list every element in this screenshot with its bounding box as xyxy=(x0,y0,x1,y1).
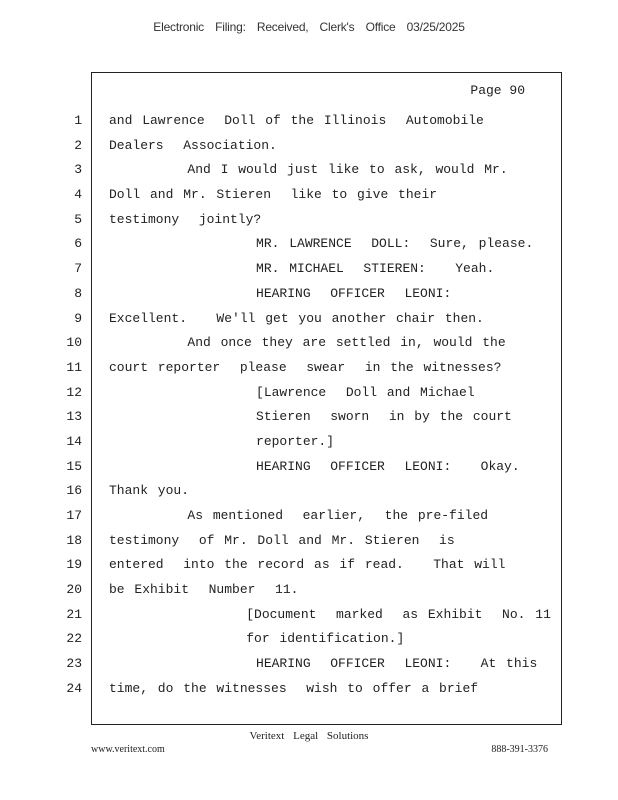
transcript-line xyxy=(0,257,618,282)
transcript-line xyxy=(0,479,618,504)
line-number: 13 xyxy=(66,409,82,425)
transcript-line xyxy=(0,504,618,529)
line-number: 3 xyxy=(74,162,82,178)
transcript-line xyxy=(0,553,618,578)
transcript-line xyxy=(0,282,618,307)
line-number: 20 xyxy=(66,582,82,598)
transcript-line xyxy=(0,627,618,652)
line-text: Thank you. xyxy=(109,483,190,499)
line-text: HEARING OFFICER LEONI: At this xyxy=(109,656,538,672)
transcript-line xyxy=(0,430,618,455)
transcript-lines xyxy=(0,109,618,702)
line-number: 24 xyxy=(66,680,82,696)
line-number: 7 xyxy=(74,261,82,277)
line-text: and Lawrence Doll of the Illinois Automobile xyxy=(109,113,484,128)
line-text: HEARING OFFICER LEONI: Okay. xyxy=(109,458,520,474)
line-text: [Lawrence Doll and Michael xyxy=(109,384,475,400)
line-text: Dealers Association. xyxy=(109,137,277,153)
transcript-line xyxy=(0,208,618,233)
transcript-line xyxy=(0,109,618,134)
transcript-line xyxy=(0,455,618,480)
line-text: Stieren sworn in by the court xyxy=(109,409,512,425)
transcript-line xyxy=(0,183,618,208)
line-number: 11 xyxy=(66,359,82,375)
transcript-line xyxy=(0,529,618,554)
transcript-line xyxy=(0,232,618,257)
line-text: time, do the witnesses wish to offer a brief xyxy=(109,680,479,696)
line-text: And once they are settled in, would the xyxy=(109,335,506,351)
transcript-line xyxy=(0,677,618,702)
line-number: 9 xyxy=(74,310,82,326)
line-number: 12 xyxy=(66,384,82,400)
transcript-line xyxy=(0,356,618,381)
line-text: entered into the record as if read. That will xyxy=(109,557,506,573)
transcript-line xyxy=(0,578,618,603)
page-number: Page 90 xyxy=(470,83,525,98)
line-text: be Exhibit Number 11. xyxy=(109,582,299,598)
line-number: 16 xyxy=(66,483,82,499)
line-text: MR. LAWRENCE DOLL: Sure, please. xyxy=(109,236,534,252)
filing-stamp: Electronic Filing: Received, Clerk's Office 03/25/2025 xyxy=(153,20,465,34)
transcript-line xyxy=(0,331,618,356)
line-text: testimony of Mr. Doll and Mr. Stieren is xyxy=(109,532,455,548)
transcript-line xyxy=(0,652,618,677)
transcript-line xyxy=(0,134,618,159)
line-text: Doll and Mr. Stieren like to give their xyxy=(109,187,438,203)
line-number: 6 xyxy=(74,236,82,252)
line-text: And I would just like to ask, would Mr. xyxy=(109,162,508,178)
line-number: 14 xyxy=(66,433,82,449)
line-number: 8 xyxy=(74,285,82,301)
line-number: 5 xyxy=(74,211,82,227)
line-text: reporter.] xyxy=(109,433,335,449)
line-number: 19 xyxy=(66,557,82,573)
line-text: for identification.] xyxy=(109,631,405,647)
line-number: 2 xyxy=(74,137,82,153)
line-number: 1 xyxy=(74,113,82,128)
transcript-line xyxy=(0,405,618,430)
footer-company: Veritext Legal Solutions xyxy=(249,730,369,742)
line-number: 23 xyxy=(66,656,82,672)
line-text: testimony jointly? xyxy=(109,211,262,227)
line-text: HEARING OFFICER LEONI: xyxy=(109,285,452,301)
line-text: MR. MICHAEL STIEREN: Yeah. xyxy=(109,261,495,277)
transcript-line xyxy=(0,158,618,183)
line-text: Excellent. We'll get you another chair then. xyxy=(109,310,484,326)
transcript-line xyxy=(0,381,618,406)
line-number: 4 xyxy=(74,187,82,203)
line-number: 15 xyxy=(66,458,82,474)
line-number: 10 xyxy=(66,335,82,351)
line-number: 21 xyxy=(66,606,82,622)
line-number: 18 xyxy=(66,532,82,548)
footer-phone: 888-391-3376 xyxy=(491,744,548,755)
footer-website: www.veritext.com xyxy=(91,744,165,755)
line-text: court reporter please swear in the witnesses? xyxy=(109,359,502,375)
transcript-line xyxy=(0,603,618,628)
line-number: 22 xyxy=(66,631,82,647)
line-number: 17 xyxy=(66,508,82,523)
line-text: As mentioned earlier, the pre-filed xyxy=(109,508,489,523)
line-text: [Document marked as Exhibit No. 11 xyxy=(109,606,551,622)
transcript-line xyxy=(0,307,618,332)
